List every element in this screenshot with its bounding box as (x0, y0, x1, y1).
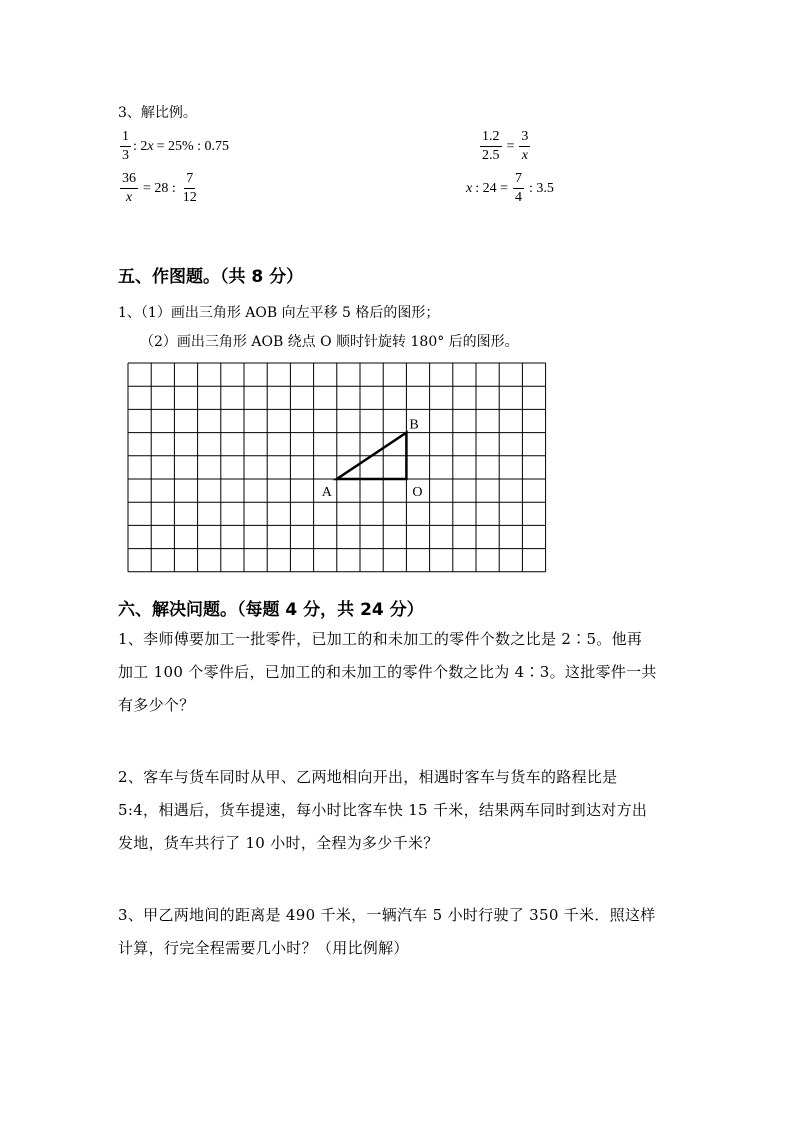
fraction: $\frac{7}{12}$ (182, 171, 197, 205)
vertex-label-a: A (321, 485, 332, 500)
equation-4: x : 24 = $\frac{7}{4}$ : 3.5 (466, 171, 554, 205)
section5-heading: 五、作图题。（共 8 分） (118, 267, 304, 287)
equation-1: $\frac{1}{3}$ : 2 x = 25% : 0.75 (122, 129, 230, 163)
fraction: $\frac{1}{3}$ (122, 129, 129, 163)
problem2-line1: 2、客车与货车同时从甲、乙两地相向开出，相遇时客车与货车的路程比是 (118, 768, 618, 786)
problem2-line3: 发地，货车共行了 10 小时，全程为多少千米？ (118, 834, 439, 852)
drawing-question-2: （2）画出三角形 AOB 绕点 O 顺时针旋转 180° 后的图形。 (140, 334, 519, 350)
problem1-line1: 1、李师傅要加工一批零件，已加工的和未加工的零件个数之比是 2∶5。他再 (118, 630, 643, 648)
problem1-line2: 加工 100 个零件后，已加工的和未加工的零件个数之比为 4∶3。这批零件一共 (118, 663, 657, 681)
equation-3: $\frac{36}{x}$ = 28 : $\frac{7}{12}$ (122, 171, 197, 205)
fraction: $\frac{7}{4}$ (515, 171, 523, 205)
fraction: $\frac{36}{x}$ (122, 171, 136, 205)
section3-title: 3、解比例。 (118, 105, 197, 121)
grid-figure (120, 358, 560, 580)
vertex-label-o: O (412, 485, 423, 500)
problem2-line2: 5:4，相遇后，货车提速，每小时比客车快 15 千米，结果两车同时到达对方出 (118, 801, 648, 819)
vertex-label-b: B (409, 417, 419, 433)
fraction: $\frac{3}{x}$ (521, 129, 529, 163)
fraction: $\frac{1.2}{2.5}$ (482, 129, 500, 163)
equation-2: $\frac{1.2}{2.5}$ = $\frac{3}{x}$ (482, 129, 529, 163)
drawing-question-1: 1、（1）画出三角形 AOB 向左平移 5 格后的图形； (118, 305, 440, 321)
problem3-line2: 计算，行完全程需要几小时？（用比例解） (118, 939, 409, 957)
grid-lines (128, 363, 546, 572)
section6-heading: 六、解决问题。（每题 4 分，共 24 分） (118, 600, 424, 620)
problem3-line1: 3、甲乙两地间的距离是 490 千米，一辆汽车 5 小时行驶了 350 千米．照这样 (118, 906, 656, 924)
problem1-line3: 有多少个？ (118, 696, 195, 714)
